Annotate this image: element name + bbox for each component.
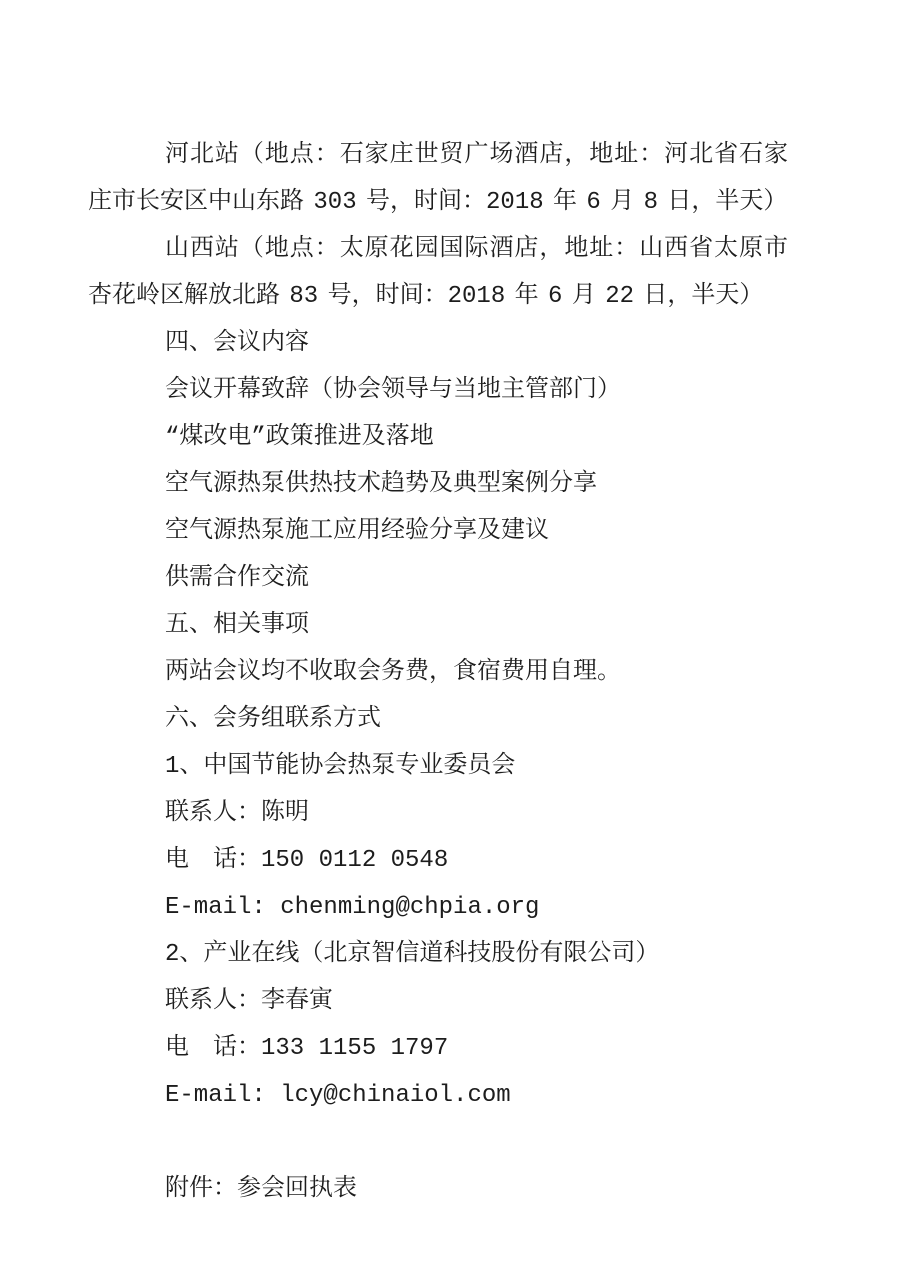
contact-2-name: 联系人：李春寅 <box>165 988 333 1015</box>
contact-org-2: 2、产业在线（北京智信道科技股份有限公司） <box>165 941 660 968</box>
fee-note: 两站会议均不收取会务费，食宿费用自理。 <box>165 659 621 686</box>
shanxi-station-line-1: 山西站（地点：太原花园国际酒店，地址：山西省太原市 <box>165 236 788 263</box>
shanxi-station-line-2: 杏花岭区解放北路 83 号，时间：2018 年 6 月 22 日，半天） <box>88 283 764 310</box>
contact-1-email: E-mail: chenming@chpia.org <box>165 894 540 921</box>
blank-line <box>88 1119 788 1166</box>
hebei-station-line-2: 庄市长安区中山东路 303 号，时间：2018 年 6 月 8 日，半天） <box>88 189 788 216</box>
contact-2-phone: 电 话：133 1155 1797 <box>165 1035 449 1062</box>
agenda-item-exchange: 供需合作交流 <box>165 565 309 592</box>
hebei-station-line-1: 河北站（地点：石家庄世贸广场酒店，地址：河北省石家 <box>165 142 788 169</box>
agenda-item-opening: 会议开幕致辞（协会领导与当地主管部门） <box>165 377 621 404</box>
agenda-item-construction: 空气源热泵施工应用经验分享及建议 <box>165 518 549 545</box>
section-4-heading: 四、会议内容 <box>165 330 309 357</box>
agenda-item-tech-trends: 空气源热泵供热技术趋势及典型案例分享 <box>165 471 597 498</box>
contact-org-1: 1、中国节能协会热泵专业委员会 <box>165 753 516 780</box>
contact-1-name: 联系人：陈明 <box>165 800 309 827</box>
contact-2-email: E-mail: lcy@chinaiol.com <box>165 1082 511 1109</box>
attachment-note: 附件：参会回执表 <box>165 1176 357 1203</box>
contact-1-phone: 电 话：150 0112 0548 <box>165 847 449 874</box>
section-6-heading: 六、会务组联系方式 <box>165 706 381 733</box>
agenda-item-policy: “煤改电”政策推进及落地 <box>165 424 434 451</box>
document-body <box>88 132 788 1213</box>
section-5-heading: 五、相关事项 <box>165 612 309 639</box>
